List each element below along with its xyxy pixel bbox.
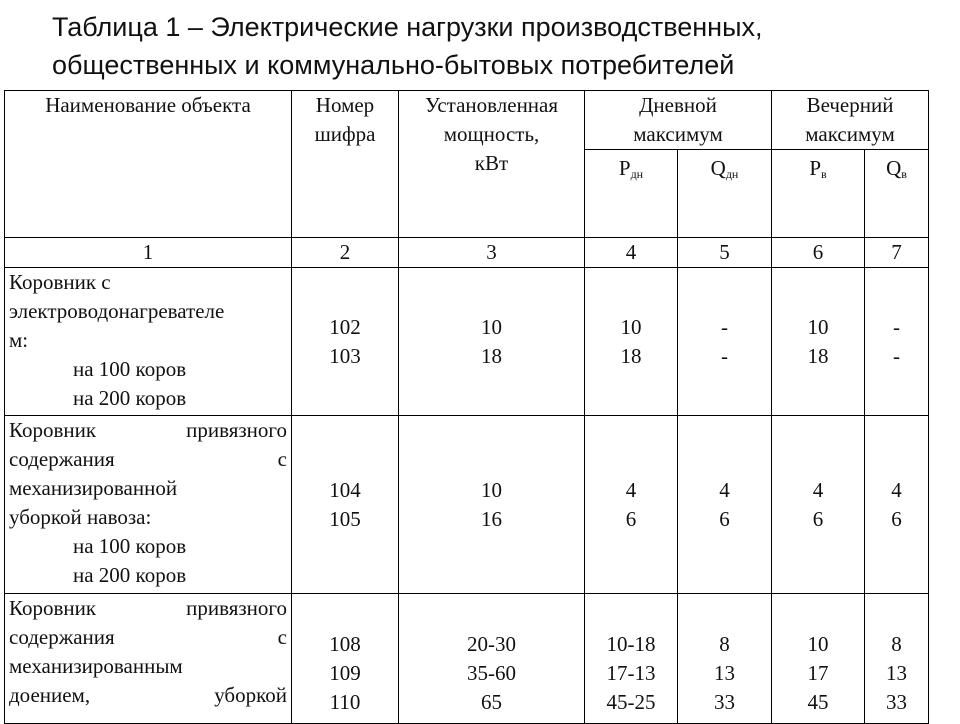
header-q-evening: $Q_в$ <box>865 150 929 238</box>
caption-line-2: общественных и коммунально-бытовых потребителей <box>52 50 735 80</box>
power-cell: 10 16 <box>399 416 585 594</box>
code-cell: 108 109 110 <box>292 594 399 724</box>
q-evening-cell: - - <box>865 268 929 416</box>
object-name: Коровник привязного содержания с механизированной уборкой навоза: на 100 коров на 200 коров <box>5 416 292 594</box>
caption-line-1: Таблица 1 – Электрические нагрузки производственных, <box>52 12 763 42</box>
loads-table <box>4 90 929 724</box>
table-caption <box>52 8 952 84</box>
p-evening-cell: 4 6 <box>772 416 865 594</box>
header-row-top <box>5 91 929 150</box>
object-name: Коровник с электроводонагревателе м: на 100 коров на 200 коров <box>5 268 292 416</box>
code-cell: 104 105 <box>292 416 399 594</box>
header-code: Номер шифра <box>292 91 399 238</box>
q-day-cell: 4 6 <box>678 416 772 594</box>
q-day-cell: 8 13 33 <box>678 594 772 724</box>
q-evening-cell: 8 13 33 <box>865 594 929 724</box>
column-number: 2 <box>292 238 399 268</box>
header-day-max: Дневной максимум <box>585 91 772 150</box>
code-cell: 102 103 <box>292 268 399 416</box>
q-day-cell: - - <box>678 268 772 416</box>
power-cell: 20-30 35-60 65 <box>399 594 585 724</box>
header-name: Наименование объекта <box>5 91 292 238</box>
header-q-day: $Q_{дн}$ <box>678 150 772 238</box>
table-row <box>5 594 929 724</box>
object-name: Коровник привязного содержания с механизированным доением, уборкой <box>5 594 292 724</box>
column-number: 1 <box>5 238 292 268</box>
p-day-cell: 4 6 <box>585 416 678 594</box>
power-cell: 10 18 <box>399 268 585 416</box>
header-p-day: $P_{дн}$ <box>585 150 678 238</box>
column-number-row <box>5 238 929 268</box>
column-number: 5 <box>678 238 772 268</box>
column-number: 7 <box>865 238 929 268</box>
column-number: 4 <box>585 238 678 268</box>
p-day-cell: 10 18 <box>585 268 678 416</box>
p-evening-cell: 10 17 45 <box>772 594 865 724</box>
column-number: 3 <box>399 238 585 268</box>
header-evening-max: Вечерний максимум <box>772 91 929 150</box>
table-row <box>5 268 929 416</box>
column-number: 6 <box>772 238 865 268</box>
header-power: Установленная мощность, кВт <box>399 91 585 238</box>
q-evening-cell: 4 6 <box>865 416 929 594</box>
table-row <box>5 416 929 594</box>
p-evening-cell: 10 18 <box>772 268 865 416</box>
header-p-evening: $P_в$ <box>772 150 865 238</box>
p-day-cell: 10-18 17-13 45-25 <box>585 594 678 724</box>
